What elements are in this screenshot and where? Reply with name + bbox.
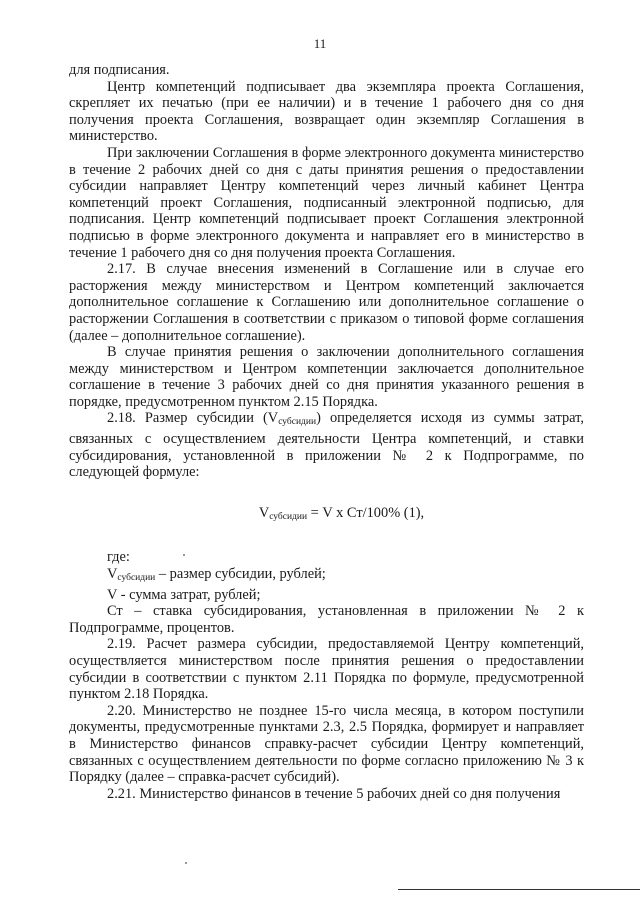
paragraph-signing: Центр компетенций подписывает два экземпляра проекта Соглашения, скрепляет их печатью (при ее наличии) и в течение 1 рабочего дня со дня получения проекта Соглашения, возвращает один экземпляр Соглашения в министерство. xyxy=(69,78,584,145)
footer-rule xyxy=(398,889,640,890)
page-number: 11 xyxy=(313,36,327,51)
paragraph-2-18 xyxy=(69,410,584,480)
paragraph-2-18-end: ) определяется исходя из суммы затрат, связанных с осуществлением деятельности Центра компетенций, и ставки субсидирования, установленной в приложении № 2 к Подпрограмме, по следующей формуле: xyxy=(69,410,584,481)
paragraph-2-20: 2.20. Министерство не позднее 15-го числа месяца, в котором поступили документы, предусмотренные пунктами 2.3, 2.5 Порядка, формирует и направляет в Министерство финансов справку-расчет субсидии Центру компетенций, связанных с осуществлением деятельности по форме согласно приложению № 3 к Порядку (далее – справка-расчет субсидий). xyxy=(69,702,584,786)
paragraph-2-21: 2.21. Министерство финансов в течение 5 рабочих дней со дня получения xyxy=(107,785,561,802)
scan-speck xyxy=(185,862,187,864)
definition-v-subsidy xyxy=(69,566,584,587)
formula-lhs-subscript: субсидии xyxy=(269,511,308,522)
definition-v-subsidy-subscript: субсидии xyxy=(117,573,156,584)
document-body xyxy=(69,62,584,802)
formula-rhs: = V x Ст/100% (1), xyxy=(307,504,425,521)
paragraph-additional-agreement: В случае принятия решения о заключении дополнительного соглашения между министерством и Центром компетенции заключается дополнительное соглашение в течение 3 рабочих дней со дня принятия указанного решения в порядке, предусмотренном пунктом 2.15 Порядка. xyxy=(69,344,584,410)
paragraph-electronic-agreement: При заключении Соглашения в форме электронного документа министерство в течение 2 рабочих дней со дня с даты принятия решения о предоставлении субсидии направляет Центру компетенций через личный кабинет Центра компетенций проект Соглашения, подписанный электронной подписью, для подписания. Центр компетенций подписывает проект Соглашения электронной подписью в форме электронного документа и направляет его в министерство в течение 1 рабочего дня со дня получения проекта Соглашения. xyxy=(69,144,584,261)
definition-v-subsidy-symbol: V xyxy=(107,566,118,583)
definition-st: Ст – ставка субсидирования, установленная в приложении № 2 к Подпрограмме, процентов. xyxy=(69,603,584,636)
definition-v: V - сумма затрат, рублей; xyxy=(107,586,261,603)
scan-speck xyxy=(183,554,185,556)
paragraph-2-18-start: 2.18. Размер субсидии (V xyxy=(107,410,279,427)
paragraph-2-17: 2.17. В случае внесения изменений в Соглашение или в случае его расторжения между министерством и Центром компетенций заключается дополнительное соглашение к Соглашению или дополнительное соглашение о расторжении Соглашения в соответствии с приказом о типовой форме соглашения (далее – дополнительное соглашение). xyxy=(69,261,584,344)
subscript-subsidy: субсидии xyxy=(278,417,317,428)
formula-lhs: V xyxy=(258,504,270,521)
paragraph-continuation: для подписания. xyxy=(69,62,170,78)
subsidy-formula xyxy=(69,505,584,526)
definition-v-subsidy-text: – размер субсидии, рублей; xyxy=(155,566,326,583)
where-label: где: xyxy=(107,549,130,566)
paragraph-2-19: 2.19. Расчет размера субсидии, предоставляемой Центру компетенций, осуществляется министерством после принятия решения о предоставлении субсидии в соответствии с пунктом 2.11 Порядка по формуле, предусмотренной пунктом 2.18 Порядка. xyxy=(69,636,584,703)
